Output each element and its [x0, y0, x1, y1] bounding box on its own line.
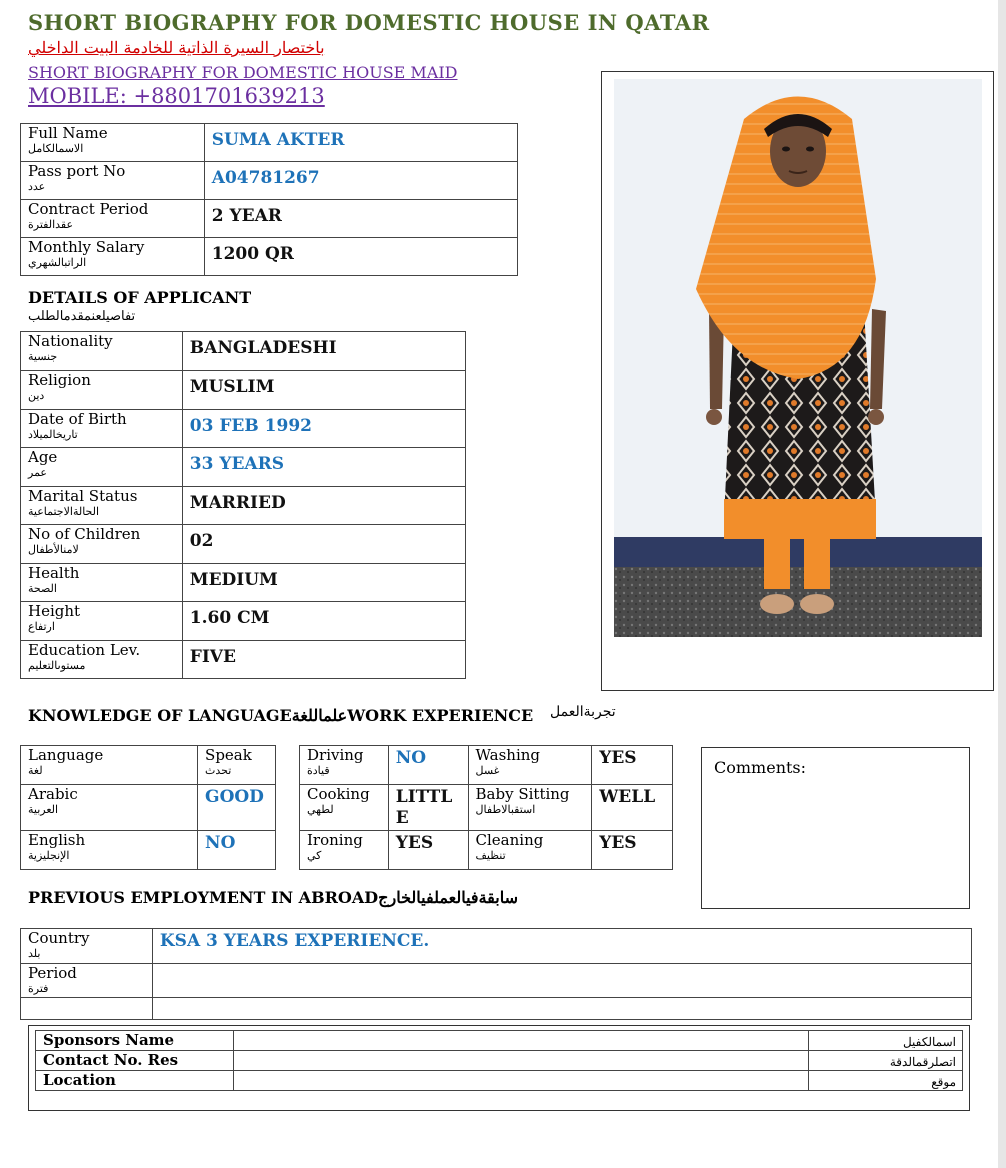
detail-label-arabic: لامنالأطفال [28, 543, 79, 556]
detail-row [21, 640, 466, 679]
contract-label-cell [21, 162, 205, 200]
detail-label-cell [21, 640, 183, 679]
detail-row [21, 525, 466, 564]
detail-value: BANGLADESHI [182, 332, 465, 371]
contract-label-arabic: الراتبالشهري [28, 256, 87, 269]
work-skill-cell [300, 785, 389, 831]
sponsor-value-field[interactable] [233, 1051, 808, 1071]
comments-label: Comments: [714, 758, 807, 777]
work-skill-arabic: قيادة [307, 764, 330, 777]
previous-employment-heading: PREVIOUS EMPLOYMENT IN ABROADسابقةفيالعملفيالخارج [28, 888, 518, 907]
sponsor-table [35, 1030, 963, 1091]
detail-label: No of Children [28, 525, 141, 543]
language-label-cell [21, 785, 198, 831]
page-edge [998, 0, 1006, 1168]
speak-header-cell [198, 746, 276, 785]
detail-label: Health [28, 563, 80, 582]
sponsor-row [36, 1071, 963, 1091]
country-label: Country [28, 929, 90, 947]
sponsor-arabic-cell [809, 1071, 963, 1091]
detail-row [21, 486, 466, 525]
language-row [21, 785, 276, 831]
detail-row [21, 563, 466, 602]
detail-row [21, 448, 466, 487]
speak-header-label: Speak [205, 746, 252, 764]
work-skill2-label: Washing [475, 746, 541, 764]
detail-label-arabic: ارتفاع [28, 620, 55, 633]
country-value: KSA 3 YEARS EXPERIENCE. [152, 929, 971, 964]
sponsor-label: Sponsors Name [43, 1031, 175, 1049]
work-skill2-arabic: تنظيف [475, 849, 506, 862]
language-label: Arabic [28, 785, 78, 803]
work-skill-value: LITTL E [388, 785, 468, 831]
detail-label-arabic: عمر [28, 466, 47, 479]
sponsor-row [36, 1051, 963, 1071]
sponsor-arabic-cell [809, 1051, 963, 1071]
sponsor-arabic-cell [809, 1031, 963, 1051]
contract-label: Contract Period [28, 200, 149, 218]
detail-label-arabic: جنسية [28, 350, 58, 363]
contract-label-cell [21, 238, 205, 276]
sponsor-box [28, 1025, 970, 1111]
sponsor-value-field[interactable] [233, 1071, 808, 1091]
previous-employment-table [20, 928, 972, 1020]
detail-label-arabic: دين [28, 389, 45, 402]
work-row [300, 746, 673, 785]
detail-label: Nationality [28, 332, 113, 350]
detail-label: Education Lev. [28, 640, 141, 659]
detail-label: Height [28, 602, 81, 620]
sponsor-row [36, 1031, 963, 1051]
contract-label-arabic: عدد [28, 180, 46, 193]
applicant-details-table [20, 331, 466, 679]
detail-label-arabic: الحالةالاجتماعية [28, 504, 100, 518]
language-header-arabic: لغة [28, 764, 43, 777]
sponsor-label-arabic: موقع [931, 1075, 956, 1089]
contract-table [20, 123, 518, 276]
detail-label-arabic: مستوىالتعليم [28, 658, 86, 672]
contract-label-cell [21, 200, 205, 238]
detail-value: 03 FEB 1992 [182, 409, 465, 448]
work-skill-arabic: كي [307, 849, 322, 862]
language-header-row [21, 746, 276, 785]
detail-label-cell [21, 332, 183, 371]
detail-label-cell [21, 602, 183, 641]
language-label-cell [21, 831, 198, 870]
detail-row [21, 332, 466, 371]
detail-label: Religion [28, 371, 91, 389]
work-skill2-value: WELL [592, 785, 673, 831]
work-skill-label: Ironing [307, 831, 363, 849]
period-value [152, 964, 971, 998]
work-skill2-label: Cleaning [475, 831, 544, 849]
language-table [20, 745, 276, 870]
language-speak-value: GOOD [198, 785, 276, 831]
detail-label-cell [21, 525, 183, 564]
work-skill-value: YES [388, 831, 468, 870]
work-experience-table [299, 745, 673, 870]
work-skill-cell [300, 831, 389, 870]
details-heading: DETAILS OF APPLICANT [28, 288, 252, 307]
detail-label-cell [21, 563, 183, 602]
detail-label-cell [21, 371, 183, 410]
contract-value: 1200 QR [204, 238, 517, 276]
detail-label: Age [28, 448, 58, 466]
detail-value: MUSLIM [182, 371, 465, 410]
contract-label: Full Name [28, 124, 108, 142]
detail-value: 33 YEARS [182, 448, 465, 487]
contract-row [21, 124, 518, 162]
contract-row [21, 238, 518, 276]
detail-value: FIVE [182, 640, 465, 679]
detail-label: Date of Birth [28, 409, 127, 428]
contract-label-cell [21, 124, 205, 162]
country-label-arabic: بلد [28, 947, 41, 960]
contract-label-arabic: عقدالفترة [28, 218, 74, 231]
document-subtitle: SHORT BIOGRAPHY FOR DOMESTIC HOUSE MAID [28, 63, 458, 82]
language-label-arabic: العربية [28, 803, 59, 816]
sponsor-label: Contact No. Res [43, 1051, 179, 1069]
detail-label-cell [21, 486, 183, 525]
sponsor-label-cell [36, 1071, 234, 1091]
work-skill-arabic: لطهي [307, 803, 334, 816]
work-skill2-value: YES [592, 746, 673, 785]
language-row [21, 831, 276, 870]
contract-value: SUMA AKTER [204, 124, 517, 162]
detail-row [21, 409, 466, 448]
period-label-cell [21, 964, 153, 998]
detail-label-arabic: تاريخالميلاد [28, 427, 78, 441]
arabic-title: باختصار السيرة الذاتية للخادمة البيت الداخلي [28, 38, 325, 57]
language-header-cell [21, 746, 198, 785]
language-work-heading: KNOWLEDGE OF LANGUAGEعلماللغةWORK EXPERIENCE [28, 706, 534, 725]
empty-cell [152, 998, 971, 1020]
work-skill2-cell [468, 746, 592, 785]
work-skill-label: Cooking [307, 785, 370, 803]
contract-label-arabic: الاسمالكامل [28, 142, 84, 155]
work-skill2-cell [468, 785, 592, 831]
language-speak-value: NO [198, 831, 276, 870]
detail-row [21, 602, 466, 641]
details-heading-arabic: تفاصيلعنمقدمالطلب [28, 309, 136, 324]
work-row [300, 785, 673, 831]
contract-row [21, 162, 518, 200]
country-label-cell [21, 929, 153, 964]
work-skill-cell [300, 746, 389, 785]
detail-label: Marital Status [28, 486, 138, 505]
work-skill2-arabic: غسل [475, 764, 500, 777]
applicant-photo [614, 79, 982, 637]
comments-box[interactable] [701, 747, 970, 909]
document-title: SHORT BIOGRAPHY FOR DOMESTIC HOUSE IN QATAR [28, 10, 710, 35]
detail-value: MARRIED [182, 486, 465, 525]
period-label-arabic: فترة [28, 982, 49, 995]
sponsor-label-cell [36, 1051, 234, 1071]
sponsor-value-field[interactable] [233, 1031, 808, 1051]
detail-value: 02 [182, 525, 465, 564]
language-label: English [28, 831, 86, 849]
contract-value: A04781267 [204, 162, 517, 200]
work-skill2-label: Baby Sitting [475, 785, 570, 803]
contract-row [21, 200, 518, 238]
period-label: Period [28, 964, 77, 982]
work-skill2-arabic: استقبالاطفال [475, 803, 536, 816]
speak-header-arabic: تحدث [205, 764, 232, 777]
empty-cell [21, 998, 153, 1020]
contract-label: Pass port No [28, 162, 126, 180]
work-skill2-value: YES [592, 831, 673, 870]
work-row [300, 831, 673, 870]
language-header-label: Language [28, 746, 104, 764]
work-skill-label: Driving [307, 746, 364, 764]
sponsor-label-arabic: اسمالكفيل [902, 1035, 956, 1049]
sponsor-label: Location [43, 1071, 116, 1089]
sponsor-label-arabic: اتصلرقمالدقة [889, 1055, 956, 1069]
detail-value: MEDIUM [182, 563, 465, 602]
work-experience-arabic: تجربةالعمل [550, 704, 616, 720]
work-skill2-cell [468, 831, 592, 870]
work-skill-value: NO [388, 746, 468, 785]
mobile-number: MOBILE: +8801701639213 [28, 84, 325, 108]
language-label-arabic: الإنجليزية [28, 849, 70, 862]
detail-label-arabic: الصحة [28, 581, 57, 595]
detail-value: 1.60 CM [182, 602, 465, 641]
detail-row [21, 371, 466, 410]
detail-label-cell [21, 409, 183, 448]
sponsor-label-cell [36, 1031, 234, 1051]
detail-label-cell [21, 448, 183, 487]
contract-value: 2 YEAR [204, 200, 517, 238]
contract-label: Monthly Salary [28, 238, 145, 256]
